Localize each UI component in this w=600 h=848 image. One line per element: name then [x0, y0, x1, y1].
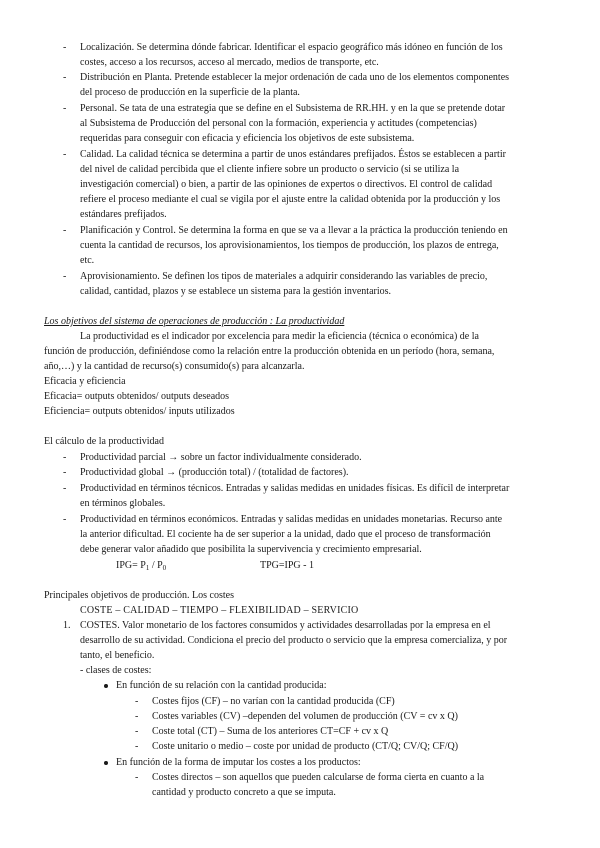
sub-item: cantidad y producto concreto a que se imputa. [152, 787, 336, 798]
principales-heading: Principales objetivos de producción. Los costes [44, 590, 234, 601]
bullet-dot [104, 761, 108, 765]
list-dash: - [63, 149, 67, 160]
paragraph-line: función de producción, definiéndose como la relación entre la producción obtenida en un período (hora, semana, [44, 346, 495, 357]
list-item-line: Localización. Se determina dónde fabricar. Identificar el espacio geográfico más idóneo en función de los [80, 42, 503, 53]
list-item-line: Distribución en Planta. Pretende establecer la mejor ordenación de cada uno de los elementos componentes [80, 72, 510, 83]
list-item-line: requeridas para conseguir con eficacia y eficiencia los objetivos de este subsistema. [80, 133, 415, 144]
bullet-item: En función de su relación con la cantidad producida: [116, 680, 327, 691]
list-item-line: en términos globales. [80, 498, 166, 509]
sub-dash: - [135, 772, 139, 783]
list-item-line: Productividad en términos económicos. Entradas y salidas medidas en unidades monetarias. Recurso ante [80, 514, 503, 525]
list-dash: - [63, 452, 67, 463]
list-item-line: Productividad global → (producción total) / (totalidad de factores). [80, 467, 349, 478]
list-item-line: Aprovisionamiento. Se definen los tipos de materiales a adquirir considerando las variables de precio, [80, 271, 488, 282]
bullet-dot [104, 684, 108, 688]
costes-number: 1. [63, 620, 71, 631]
formula-ipg: $IPG= P_1 / P_0$ [116, 560, 167, 572]
costes-line: tanto, el beneficio. [80, 650, 155, 661]
list-item-line: etc. [80, 255, 95, 266]
sub-dash: - [135, 696, 139, 707]
list-item-line: la anterior dificultad. El cociente ha de ser superior a la unidad, dado que el proceso de transformación [80, 529, 491, 540]
list-item-line: debe generar valor añadido que posibilita la supervivencia y crecimiento empresarial. [80, 544, 422, 555]
sub-item: Coste unitario o medio – coste por unidad de producto (CT/Q; CV/Q; CF/Q) [152, 741, 459, 752]
sub-item: Costes fijos (CF) – no varían con la cantidad producida (CF) [152, 696, 395, 707]
paragraph-line: año,…) y la cantidad de recurso(s) consumido(s) para alcanzarla. [44, 361, 305, 372]
eficiencia-definition: Eficiencia= outputs obtenidos/ inputs utilizados [44, 406, 235, 417]
list-dash: - [63, 103, 67, 114]
list-item-line: cuenta la cantidad de recursos, los aprovisionamientos, los tiempos de producción, los plazos de entrega, [80, 240, 499, 251]
list-item-line: costes, acceso a los recursos, acceso al mercado, medios de transporte, etc. [80, 57, 379, 68]
eficacia-definition: Eficacia= outputs obtenidos/ outputs deseados [44, 391, 230, 402]
list-item-line: Personal. Se tata de una estrategia que se define en el Subsistema de RR.HH. y en la que se pretende dotar [80, 103, 506, 114]
sub-item: Costes directos – son aquellos que pueden calcularse de forma cierta en cuanto a la [152, 772, 485, 783]
calculo-heading: El cálculo de la productividad [44, 436, 164, 447]
list-item-line: investigación comercial) o bien, a partir de las opiniones de expertos o directivos. El control de calidad [80, 179, 493, 190]
clases-line: - clases de costes: [80, 665, 152, 676]
list-dash: - [63, 42, 67, 53]
list-item-line: Productividad parcial → sobre un factor individualmente considerado. [80, 452, 362, 463]
list-dash: - [63, 483, 67, 494]
sub-dash: - [135, 741, 139, 752]
eficacia-heading: Eficacia y eficiencia [44, 376, 126, 387]
costes-line: desarrollo de su actividad. Condiciona el precio del producto o servicio que la empresa comercializa, y por [80, 635, 508, 646]
sub-item: Coste total (CT) – Suma de los anteriores CT=CF + cv x Q [152, 726, 389, 737]
costes-line: COSTES. Valor monetario de los factores consumidos y actividades desarrolladas por la empresa en el [80, 620, 491, 631]
section-heading: Los objetivos del sistema de operaciones de producción : La productividad [44, 316, 345, 327]
list-item-line: Productividad en términos técnicos. Entradas y salidas medidas en unidades físicas. Es difícil de interpretar [80, 483, 510, 494]
list-item-line: Planificación y Control. Se determina la forma en que se va a llevar a la práctica la producción teniendo en [80, 225, 508, 236]
list-item-line: calidad, cantidad, plazos y se establece un sistema para la gestión inventarios. [80, 286, 392, 297]
list-item-line: del nivel de calidad percibida que el cliente infiere sobre un producto o servicio (si se utiliza la [80, 164, 460, 175]
sub-dash: - [135, 726, 139, 737]
list-item-line: estándares prefijados. [80, 209, 167, 220]
bullet-item: En función de la forma de imputar los costes a los productos: [116, 757, 361, 768]
list-dash: - [63, 225, 67, 236]
list-dash: - [63, 271, 67, 282]
list-item-line: al Subsistema de Producción del personal con la formación, experiencia y actitudes (competencias) [80, 118, 477, 129]
sub-item: Costes variables (CV) –dependen del volumen de producción (CV = cv x Q) [152, 711, 458, 722]
list-dash: - [63, 72, 67, 83]
list-dash: - [63, 514, 67, 525]
sub-dash: - [135, 711, 139, 722]
list-item-line: refiere el proceso mediante el cual se vigila por el ajuste entre la calidad obtenida por la producción y los [80, 194, 501, 205]
paragraph-line: La productividad es el indicador por excelencia para medir la eficiencia (técnica o económica) de la [80, 331, 479, 342]
list-item-line: Calidad. La calidad técnica se determina a partir de unos estándares prefijados. Éstos se establecen a partir [80, 149, 506, 160]
formula-tpg: TPG=IPG - 1 [260, 560, 314, 571]
objetivos-line: COSTE – CALIDAD – TIEMPO – FLEXIBILIDAD – SERVICIO [80, 605, 359, 616]
list-dash: - [63, 467, 67, 478]
list-item-line: del proceso de producción en la superficie de la planta. [80, 87, 300, 98]
